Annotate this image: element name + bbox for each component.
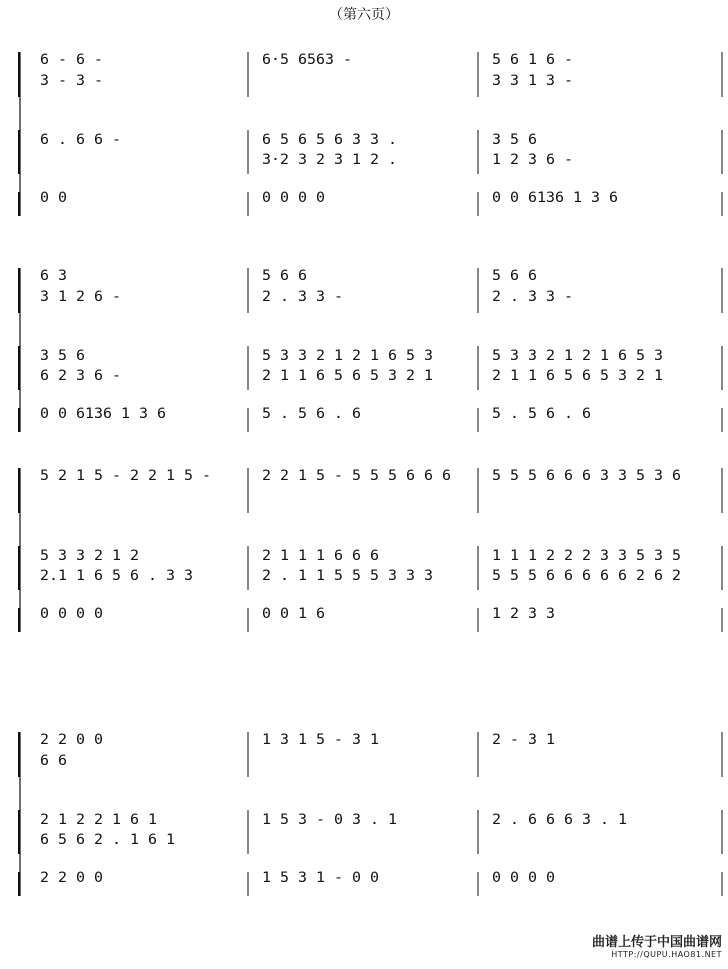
notation-text: 6 - 6 - xyxy=(40,52,103,68)
notation-text: 1 1 1 2 2 2 3 3 5 3 5 xyxy=(492,548,681,564)
system xyxy=(18,468,722,632)
notation-text: 5 5 5 6 6 6 6 6 2 6 2 xyxy=(492,568,681,584)
notation-text: 5 3 3 2 1 2 1 6 5 3 xyxy=(492,348,663,364)
notation-text: 0 0 0 0 xyxy=(492,870,555,886)
notation-text: 3 1 2 6 - xyxy=(40,289,121,305)
notation-text: 6 . 6 6 - xyxy=(40,132,121,148)
notation-text: 2 . 6 6 6 3 . 1 xyxy=(492,812,627,828)
staff-bracket xyxy=(18,468,21,513)
notation-text: 3 5 6 xyxy=(492,132,537,148)
notation-text: 2 . 1 1 5 5 5 3 3 3 xyxy=(262,568,433,584)
notation-text: 5 6 1 6 - xyxy=(492,52,573,68)
notation-text: 5 3 3 2 1 2 1 6 5 3 xyxy=(262,348,433,364)
notation-text: 0 0 0 0 xyxy=(262,190,325,206)
notation-text: 0 0 6136 1 3 6 xyxy=(40,406,166,422)
notation-text: 1 5 3 - 0 3 . 1 xyxy=(262,812,397,828)
staff-bracket xyxy=(18,52,21,97)
staff-bracket xyxy=(18,872,21,896)
staff-bracket xyxy=(18,268,21,313)
staff-bracket xyxy=(18,608,21,632)
notation-text: 2 1 2 2 1 6 1 xyxy=(40,812,157,828)
notation-text: 6 6 xyxy=(40,753,67,769)
notation-text: 2 1 1 6 5 6 5 3 2 1 xyxy=(492,368,663,384)
notation-text: 6 3 xyxy=(40,268,67,284)
notation-text: 3 3 1 3 - xyxy=(492,73,573,89)
notation-text: 3·2 3 2 3 1 2 . xyxy=(262,152,397,168)
notation-text: 0 0 1 6 xyxy=(262,606,325,622)
staff-bracket xyxy=(18,130,21,174)
notation-text: 3 - 3 - xyxy=(40,73,103,89)
staff-bracket xyxy=(18,346,21,390)
notation-text: 6 2 3 6 - xyxy=(40,368,121,384)
notation-text: 1 3 1 5 - 3 1 xyxy=(262,732,379,748)
notation-text: 5 5 5 6 6 6 3 3 5 3 6 xyxy=(492,468,681,484)
notation-text: 5 6 6 xyxy=(492,268,537,284)
staff-bracket xyxy=(18,408,21,432)
staff-bracket xyxy=(18,192,21,216)
notation-text: 5 . 5 6 . 6 xyxy=(262,406,361,422)
system xyxy=(18,52,722,216)
watermark-url: HTTP://QUPU.HAO81.NET xyxy=(611,950,722,959)
notation-text: 1 5 3 1 - 0 0 xyxy=(262,870,379,886)
notation-text: 2 2 0 0 xyxy=(40,732,103,748)
page-caption: （第六页） xyxy=(329,7,399,23)
notation-text: 5 . 5 6 . 6 xyxy=(492,406,591,422)
notation-text: 5 2 1 5 - 2 2 1 5 - xyxy=(40,468,211,484)
notation-text: 0 0 xyxy=(40,190,67,206)
watermark xyxy=(592,931,722,959)
notation-text: 5 6 6 xyxy=(262,268,307,284)
notation-text: 2 1 1 6 5 6 5 3 2 1 xyxy=(262,368,433,384)
system xyxy=(18,732,722,896)
notation-text: 2.1 1 6 5 6 . 3 3 xyxy=(40,568,194,584)
notation-text: 1 2 3 6 - xyxy=(492,152,573,168)
staff-bracket xyxy=(18,810,21,854)
notation-text: 2 - 3 1 xyxy=(492,732,555,748)
watermark-site: 曲谱上传于中国曲谱网 xyxy=(591,935,722,950)
notation-text: 3 5 6 xyxy=(40,348,85,364)
system xyxy=(18,268,722,432)
notation-text: 2 2 0 0 xyxy=(40,870,103,886)
notation-text: 6 5 6 2 . 1 6 1 xyxy=(40,832,175,848)
notation-text: 6 5 6 5 6 3 3 . xyxy=(262,132,397,148)
staff-bracket xyxy=(18,546,21,590)
notation-text: 0 0 6136 1 3 6 xyxy=(492,190,618,206)
notation-text: 1 2 3 3 xyxy=(492,606,555,622)
notation-text: 0 0 0 0 xyxy=(40,606,103,622)
staff-bracket xyxy=(18,732,21,777)
notation-text: 2 2 1 5 - 5 5 5 6 6 6 xyxy=(262,468,451,484)
notation-text: 6·5 6563 - xyxy=(262,52,352,68)
notation-text: 5 3 3 2 1 2 xyxy=(40,548,139,564)
notation-text: 2 . 3 3 - xyxy=(262,289,343,305)
notation-text: 2 . 3 3 - xyxy=(492,289,573,305)
notation-text: 2 1 1 1 6 6 6 xyxy=(262,548,379,564)
